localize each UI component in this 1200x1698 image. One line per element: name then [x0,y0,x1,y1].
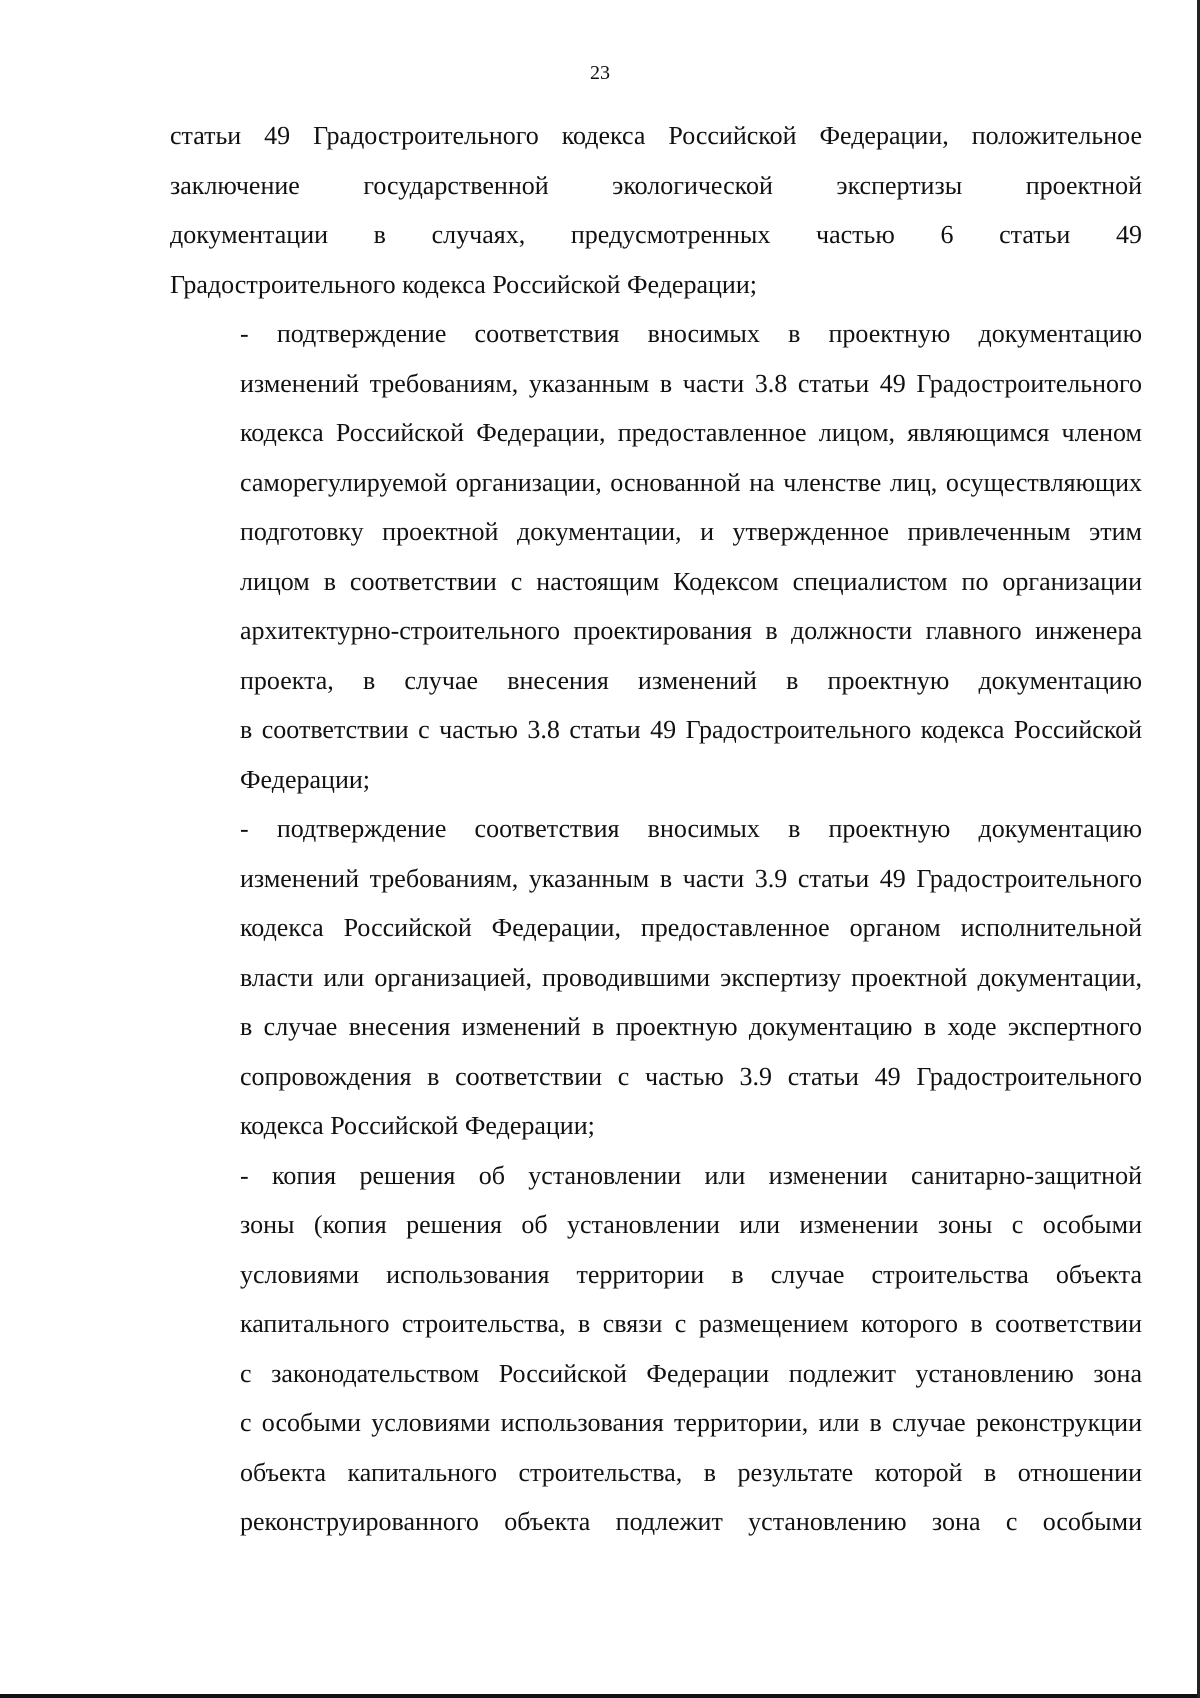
text-line: Градостроительного кодекса Российской Федерации; [170,269,757,299]
text-line: в соответствии с частью 3.8 статьи 49 Градостроительного кодекса Российской [240,715,1142,744]
paragraph [170,804,1142,1151]
text-line: - подтверждение соответствия вносимых в проектную документацию [240,814,1142,843]
text-line: подготовку проектной документации, и утвержденное привлеченным этим [240,517,1142,546]
text-line: сопровождения в соответствии с частью 3.9 статьи 49 Градостроительного [240,1061,1142,1091]
text-line: лицом в соответствии с настоящим Кодексом специалистом по организации [240,566,1142,596]
page-number: 23 [590,62,610,84]
text-line: изменений требованиям, указанным в части 3.9 статьи 49 Градостроительного [240,863,1142,893]
document-body [170,111,1142,1547]
text-line: объекта капитального строительства, в результате которой в отношении [240,1457,1142,1487]
text-line: саморегулируемой организации, основанной на членстве лиц, осуществляющих [240,467,1142,497]
text-line: с особыми условиями использования территории, или в случае реконструкции [240,1408,1142,1437]
text-line: - подтверждение соответствия вносимых в проектную документацию [240,319,1142,348]
text-line: статьи 49 Градостроительного кодекса Российской Федерации, положительное [170,121,1142,150]
text-line: изменений требованиям, указанным в части 3.8 статьи 49 Градостроительного [240,368,1142,398]
text-line: кодекса Российской Федерации, предоставленное лицом, являющимся членом [240,418,1142,447]
paragraph [170,1151,1142,1547]
text-line: с законодательством Российской Федерации подлежит установлению зона [240,1358,1142,1388]
text-line: проекта, в случае внесения изменений в проектную документацию [240,665,1142,695]
paragraph [170,111,1142,309]
text-line: архитектурно-строительного проектирования в должности главного инженера [240,616,1142,645]
text-line: капитального строительства, в связи с размещением которого в соответствии [240,1309,1142,1338]
text-line: зоны (копия решения об установлении или изменении зоны с особыми [240,1210,1142,1239]
text-line: кодекса Российской Федерации; [240,1111,595,1140]
text-line: власти или организацией, проводившими экспертизу проектной документации, [240,962,1142,992]
text-line: условиями использования территории в случае строительства объекта [240,1259,1142,1289]
text-line: кодекса Российской Федерации, предоставленное органом исполнительной [240,913,1142,942]
text-line: Федерации; [240,764,371,794]
text-line: в случае внесения изменений в проектную документацию в ходе экспертного [240,1012,1142,1041]
bottom-border-line [0,1694,1200,1698]
text-line: заключение государственной экологической экспертизы проектной [170,170,1142,200]
text-line: документации в случаях, предусмотренных частью 6 статьи 49 [170,220,1142,249]
text-line: - копия решения об установлении или изменении санитарно-защитной [240,1160,1142,1190]
text-line: реконструированного объекта подлежит установлению зона с особыми [240,1507,1142,1536]
paragraph [170,309,1142,804]
